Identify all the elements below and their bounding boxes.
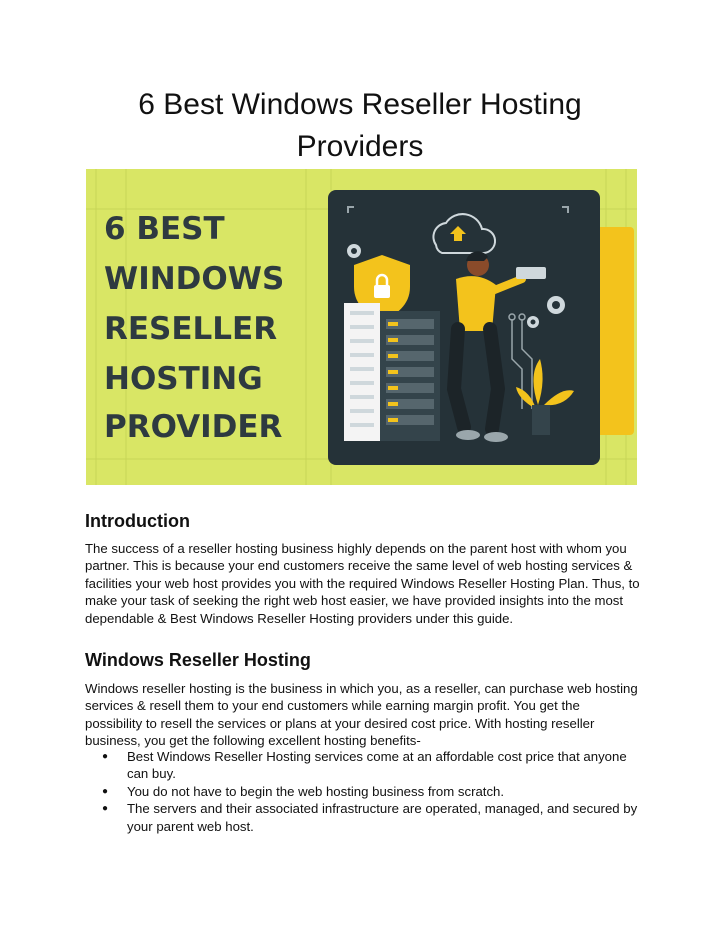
hero-line-5: PROVIDER [104, 409, 283, 445]
introduction-heading: Introduction [85, 511, 190, 531]
bullet-icon: ● [102, 751, 109, 762]
windows-reseller-heading: Windows Reseller Hosting [85, 650, 311, 670]
list-item: ● The servers and their associated infrastructure are operated, managed, and secured by your parent web host. [102, 801, 638, 834]
list-item: ● You do not have to begin the web hosting business from scratch. [102, 783, 505, 799]
page-title: 6 Best Windows Reseller Hosting Providers [138, 88, 582, 163]
hero-banner [86, 169, 637, 485]
windows-reseller-body: Windows reseller hosting is the business in which you, as a reseller, can purchase web hosting services & resell them to your end customers while earning margin profit. You get the possibility to resell the services or plans at your desired cost price. With hosting reseller business, you get the following excellent hosting benefits- [85, 681, 638, 749]
bullet-icon: ● [102, 785, 109, 797]
bullet-icon: ● [102, 803, 109, 815]
hero-line-2: WINDOWS [104, 261, 285, 297]
list-item: ● Best Windows Reseller Hosting services come at an affordable cost price that anyone can buy. [102, 749, 627, 782]
server-rack [344, 303, 440, 441]
hero-line-4: HOSTING [104, 361, 263, 397]
benefits-list [85, 748, 645, 835]
hero-line-1: 6 BEST [104, 211, 225, 247]
hero-line-3: RESELLER [104, 311, 278, 347]
introduction-body: The success of a reseller hosting business highly depends on the parent host with whom you partner. This is because your end customers receive the same level of web hosting services & facilities your web host provides you with the required Windows Reseller Hosting Plan. Thus, to make your task of seeking the right web host easier, we have provided insights into the most dependable & Best Windows Reseller Hosting providers under this guide. [85, 541, 640, 626]
